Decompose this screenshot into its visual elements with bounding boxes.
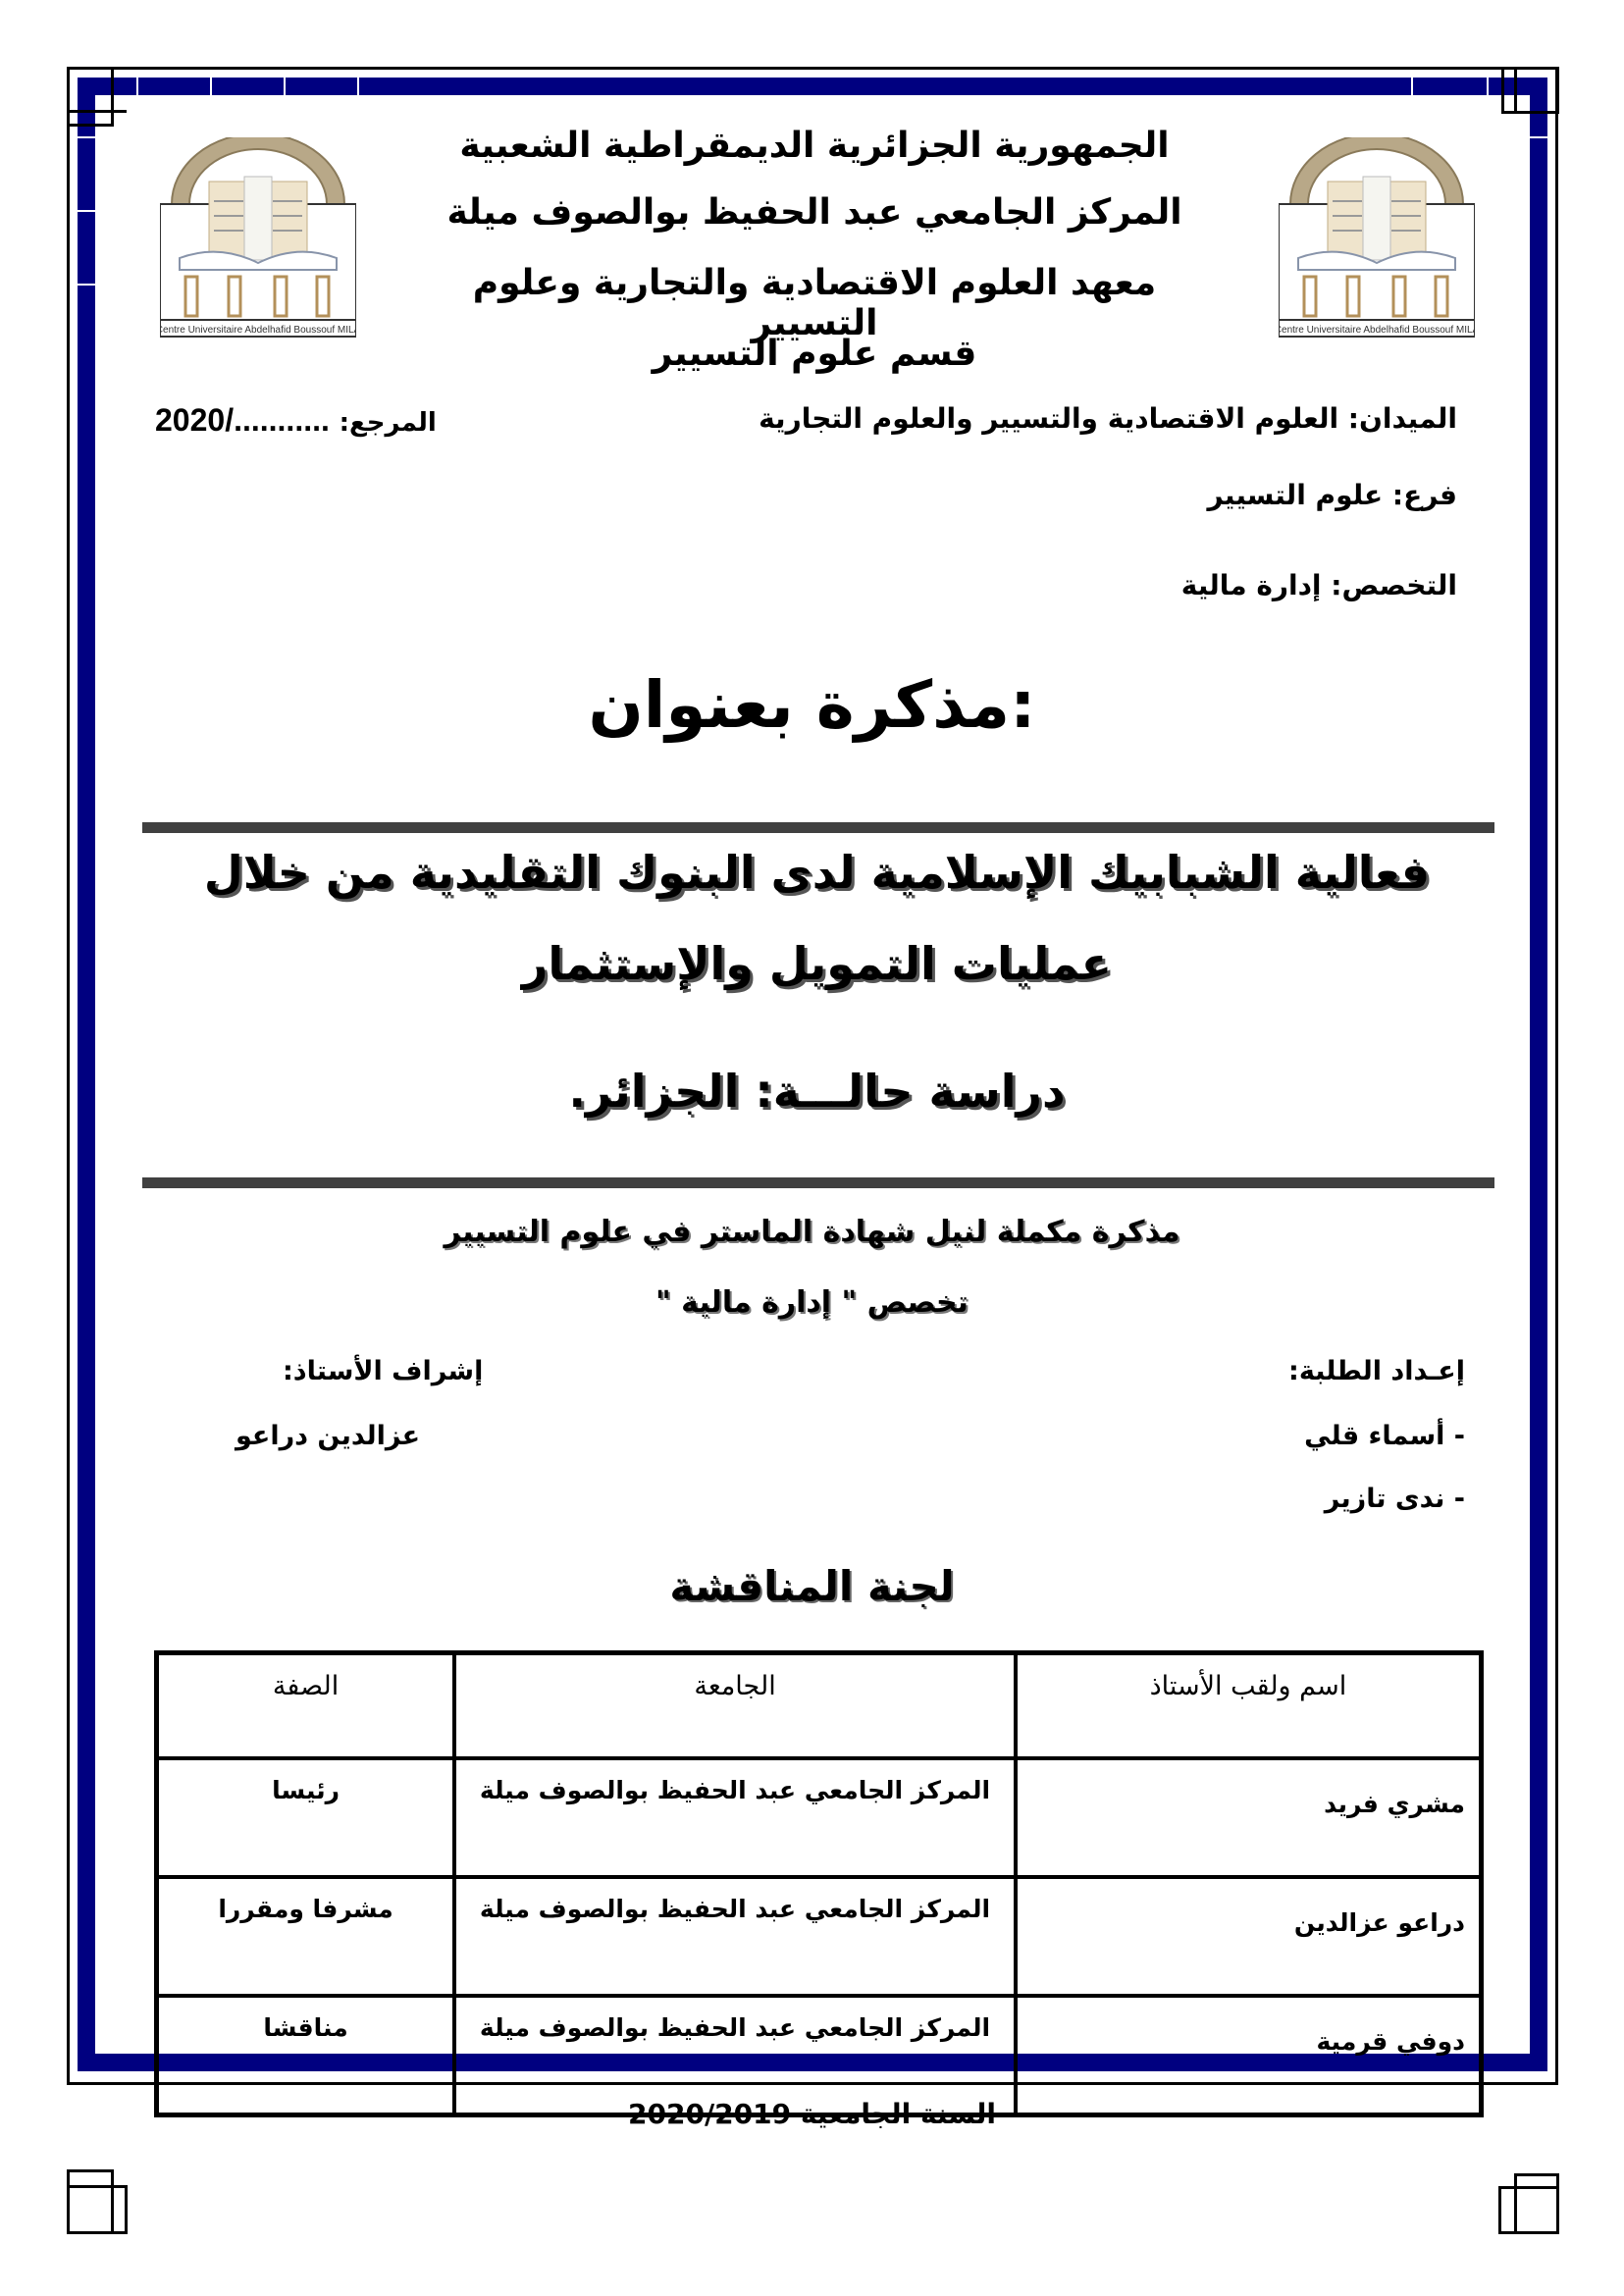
member-role: مناقشا — [157, 1996, 455, 2115]
header-department: قسم علوم التسيير — [652, 334, 977, 374]
header-university: الجامعة — [454, 1653, 1016, 1759]
member-university: المركز الجامعي عبد الحفيظ بوالصوف ميلة — [454, 1758, 1016, 1877]
degree-specialty: تخصص " إدارة مالية " — [655, 1285, 969, 1320]
header-university: المركز الجامعي عبد الحفيظ بوالصوف ميلة — [446, 192, 1182, 233]
thesis-case-study: دراسة حالـــة: الجزائر. — [568, 1065, 1066, 1118]
branch-label: فرع: علوم التسيير — [1207, 479, 1457, 511]
member-university: المركز الجامعي عبد الحفيظ بوالصوف ميلة — [454, 1996, 1016, 2115]
divider-bottom — [142, 1177, 1494, 1188]
memo-title-label: :مذكرة بعنوان — [588, 667, 1036, 743]
logo-caption: Centre Universitaire Abdelhafid Boussouf MILA — [160, 325, 356, 336]
supervisor-name: عزالدين دراعو — [236, 1421, 421, 1451]
divider-top — [142, 822, 1494, 833]
thesis-title-line1: فعالية الشبابيك الإسلامية لدى البنوك التقليدية من خلال — [203, 846, 1431, 899]
reference-label: 2020/........... :المرجع — [155, 402, 437, 438]
member-role: مشرفا ومقررا — [157, 1877, 455, 1996]
member-role: رئيسا — [157, 1758, 455, 1877]
corner-knot-bl-2 — [67, 2169, 114, 2234]
field-label: الميدان: العلوم الاقتصادية والتسيير والعلوم التجارية — [759, 402, 1457, 435]
student-name: - أسماء قلي — [1304, 1421, 1465, 1451]
member-name: دراعو عزالدين — [1016, 1877, 1482, 1996]
table-row — [157, 1877, 1482, 1996]
corner-knot-br-2 — [1498, 2186, 1559, 2234]
students-label: إعـداد الطلبة: — [1288, 1356, 1465, 1386]
thesis-title-line2: عمليات التمويل والإستثمار — [521, 937, 1113, 990]
university-logo-right — [1279, 137, 1475, 343]
academic-year: السنة الجامعية 2020/2019 — [628, 2098, 996, 2130]
table-row — [157, 1758, 1482, 1877]
member-university: المركز الجامعي عبد الحفيظ بوالصوف ميلة — [454, 1877, 1016, 1996]
corner-knot-tr-2 — [1501, 67, 1514, 114]
committee-table — [154, 1650, 1484, 2117]
committee-title: لجنة المناقشة — [669, 1562, 955, 1610]
header-name: اسم ولقب الأستاذ — [1016, 1653, 1482, 1759]
header-republic: الجمهورية الجزائرية الديمقراطية الشعبية — [459, 126, 1170, 166]
specialty-label: التخصص: إدارة مالية — [1180, 569, 1457, 601]
corner-knot-tr — [1514, 67, 1559, 114]
degree-statement: مذكرة مكملة لنيل شهادة الماستر في علوم التسيير — [444, 1215, 1180, 1249]
member-name: دوفي قرمية — [1016, 1996, 1482, 2115]
university-logo-left — [160, 137, 356, 343]
corner-knot-tl-2 — [67, 110, 127, 128]
logo-caption: Centre Universitaire Abdelhafid Boussouf MILA — [1279, 325, 1475, 336]
table-header-row — [157, 1653, 1482, 1759]
header-role: الصفة — [157, 1653, 455, 1759]
university-logo-icon — [1279, 137, 1475, 343]
member-name: مشري فريد — [1016, 1758, 1482, 1877]
supervisor-label: إشراف الأستاذ: — [283, 1356, 484, 1386]
university-logo-icon — [160, 137, 356, 343]
student-name: - ندى تازير — [1324, 1484, 1465, 1514]
header-institute: معهد العلوم الاقتصادية والتجارية وعلوم التسيير — [472, 263, 1157, 343]
